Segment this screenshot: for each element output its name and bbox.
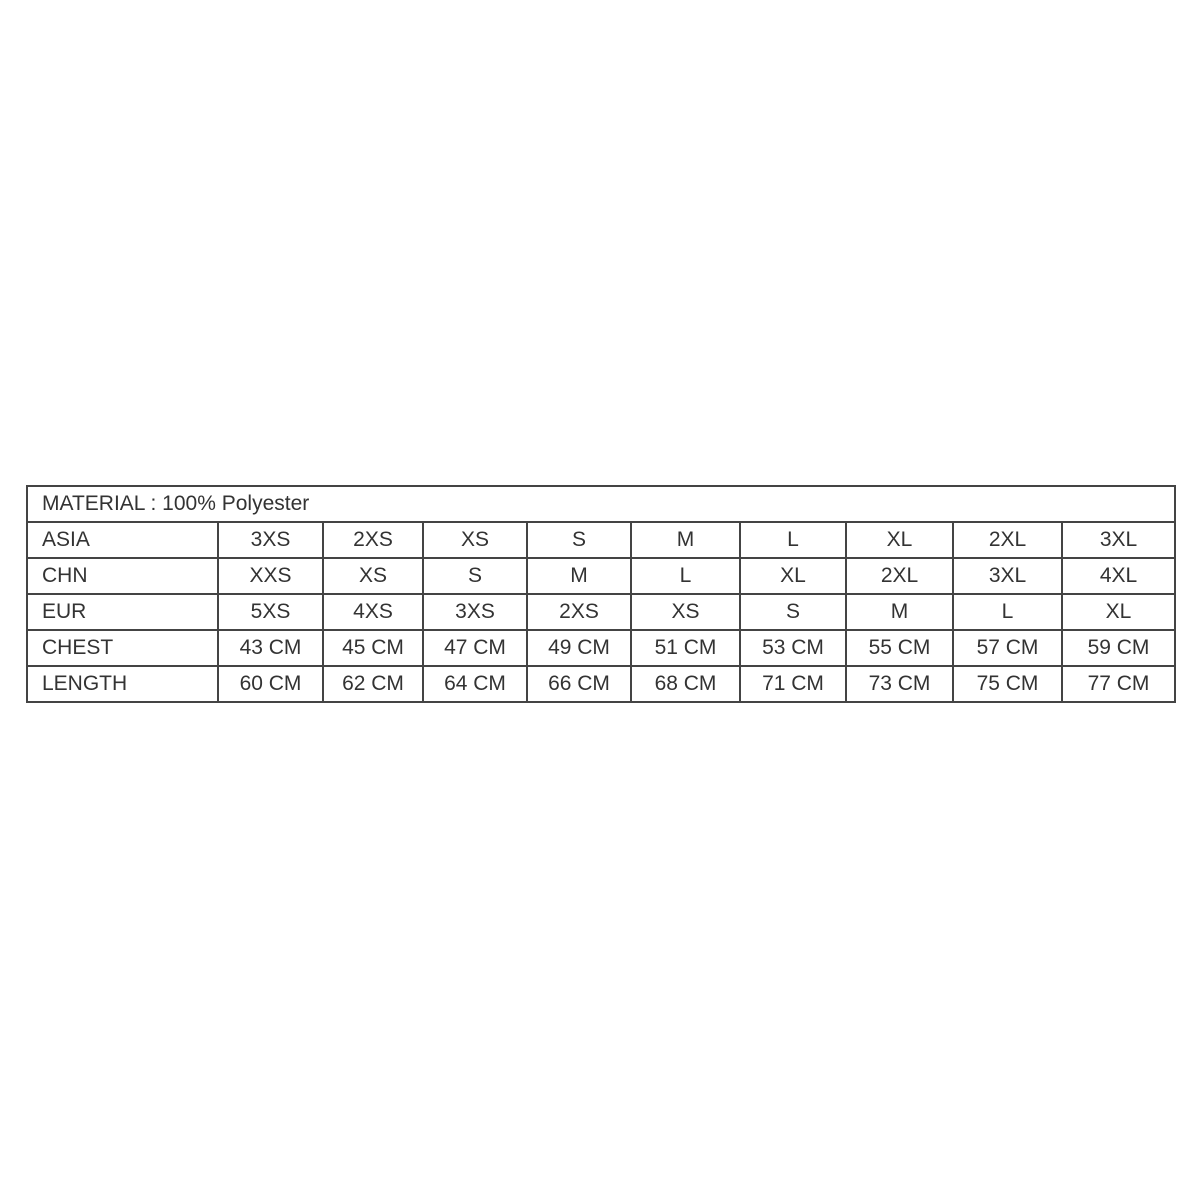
size-cell: 66 CM [527, 666, 631, 702]
size-cell: 64 CM [423, 666, 527, 702]
size-cell: 47 CM [423, 630, 527, 666]
size-cell: 5XS [218, 594, 323, 630]
size-cell: L [953, 594, 1062, 630]
size-cell: S [423, 558, 527, 594]
size-cell: 2XS [527, 594, 631, 630]
size-row-chest [27, 630, 1175, 666]
row-label: LENGTH [27, 666, 218, 702]
size-cell: XS [423, 522, 527, 558]
size-cell: 2XS [323, 522, 423, 558]
size-cell: 55 CM [846, 630, 953, 666]
size-cell: XL [740, 558, 846, 594]
row-label: CHN [27, 558, 218, 594]
size-cell: 77 CM [1062, 666, 1175, 702]
size-cell: S [527, 522, 631, 558]
size-cell: 71 CM [740, 666, 846, 702]
size-cell: XS [323, 558, 423, 594]
size-cell: 2XL [846, 558, 953, 594]
size-cell: 3XS [218, 522, 323, 558]
size-cell: 53 CM [740, 630, 846, 666]
size-cell: M [631, 522, 740, 558]
size-cell: 75 CM [953, 666, 1062, 702]
size-cell: 3XL [1062, 522, 1175, 558]
size-cell: 68 CM [631, 666, 740, 702]
size-row-chn [27, 558, 1175, 594]
size-chart-table [26, 485, 1176, 703]
size-cell: 62 CM [323, 666, 423, 702]
size-cell: 3XS [423, 594, 527, 630]
size-cell: 60 CM [218, 666, 323, 702]
material-row [27, 486, 1175, 522]
size-cell: 43 CM [218, 630, 323, 666]
size-cell: 4XL [1062, 558, 1175, 594]
size-cell: XL [1062, 594, 1175, 630]
size-chart-body [27, 486, 1175, 702]
size-cell: 45 CM [323, 630, 423, 666]
size-row-eur [27, 594, 1175, 630]
size-cell: M [527, 558, 631, 594]
size-cell: 3XL [953, 558, 1062, 594]
row-label: CHEST [27, 630, 218, 666]
size-cell: S [740, 594, 846, 630]
row-label: ASIA [27, 522, 218, 558]
size-cell: XL [846, 522, 953, 558]
size-row-asia [27, 522, 1175, 558]
material-label: MATERIAL : 100% Polyester [27, 486, 1175, 522]
size-cell: L [740, 522, 846, 558]
size-cell: XXS [218, 558, 323, 594]
size-row-length [27, 666, 1175, 702]
size-cell: 73 CM [846, 666, 953, 702]
size-cell: 51 CM [631, 630, 740, 666]
size-cell: 4XS [323, 594, 423, 630]
size-cell: 57 CM [953, 630, 1062, 666]
size-cell: XS [631, 594, 740, 630]
size-cell: 59 CM [1062, 630, 1175, 666]
size-cell: L [631, 558, 740, 594]
size-cell: M [846, 594, 953, 630]
size-cell: 49 CM [527, 630, 631, 666]
size-cell: 2XL [953, 522, 1062, 558]
row-label: EUR [27, 594, 218, 630]
